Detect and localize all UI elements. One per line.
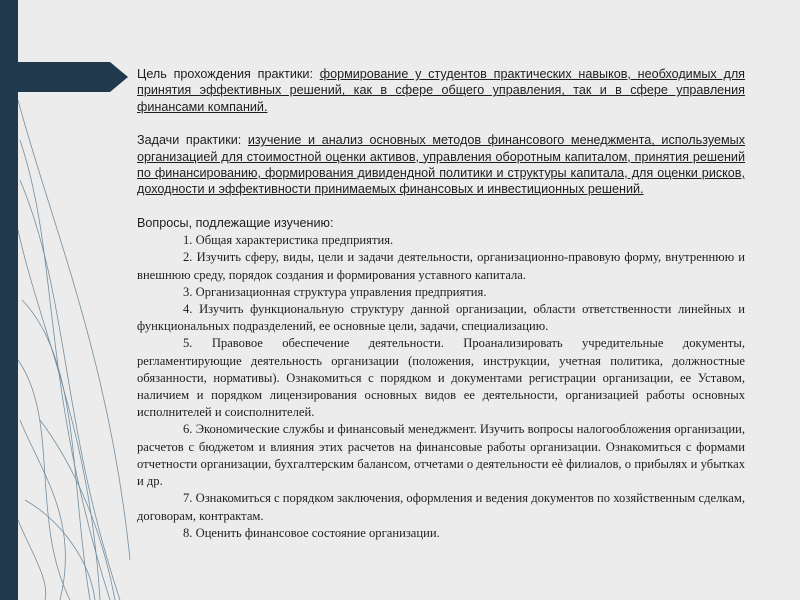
questions-heading: Вопросы, подлежащие изучению: [137,215,334,230]
list-item: 7. Ознакомиться с порядком заключения, оформления и ведения документов по хозяйственным сделкам, договорам, контрактам. [137,491,745,523]
list-item: 3. Организационная структура управления предприятия. [183,284,487,299]
list-item: 6. Экономические службы и финансовый менеджмент. Изучить вопросы налогообложения организации, расчетов с бюджетом и влияния этих расчетов на финансовые работы организации. Ознакомиться с формами отчетности организации, бухгалтерским балансом, отчетами о деятельности еѐ филиалов, о прибылях и убытках и др. [137,422,745,489]
practice-goal [137,66,745,115]
tasks-text: изучение и анализ основных методов финансового менеджмента, используемых организацией для стоимостной оценки активов, управления оборотным капиталом, принятия решений по финансированию, формирования дивидендной политики и структуры капитала, для оценки рисков, доходности и эффективности принимаемых финансовых и инвестиционных решений. [137,133,745,197]
list-item: 8. Оценить финансовое состояние организации. [183,525,440,540]
goal-label: Цель прохождения практики: [137,67,313,81]
list-item: 2. Изучить сферу, виды, цели и задачи деятельности, организационно-правовую форму, внутреннюю и внешнюю среду, порядок создания и формирования уставного капитала. [137,250,745,282]
title-tab-shape [0,62,128,92]
list-item: 4. Изучить функциональную структуру данной организации, области ответственности линейных и функциональных подразделений, ее основные цели, задачи, специализацию. [137,302,745,334]
practice-tasks [137,132,745,198]
list-item: 5. Правовое обеспечение деятельности. Проанализировать учредительные документы, регламентирующие деятельность организации (положения, инструкции, учетная политика, должностные обязанности, нормативы). Ознакомиться с порядком и документами регистрации организации, ее Уставом, наличием и порядком лицензирования основных видов ее деятельности, организацией работы основных исполнителей и соисполнителей. [137,336,745,420]
list-item: 1. Общая характеристика предприятия. [183,233,394,248]
goal-text: формирование у студентов практических навыков, необходимых для принятия эффективных решений, как в сфере общего управления, так и в сфере управления финансами компаний. [137,67,745,114]
tasks-label: Задачи практики: [137,133,242,148]
slide-content [137,66,745,542]
questions-list [137,232,745,542]
